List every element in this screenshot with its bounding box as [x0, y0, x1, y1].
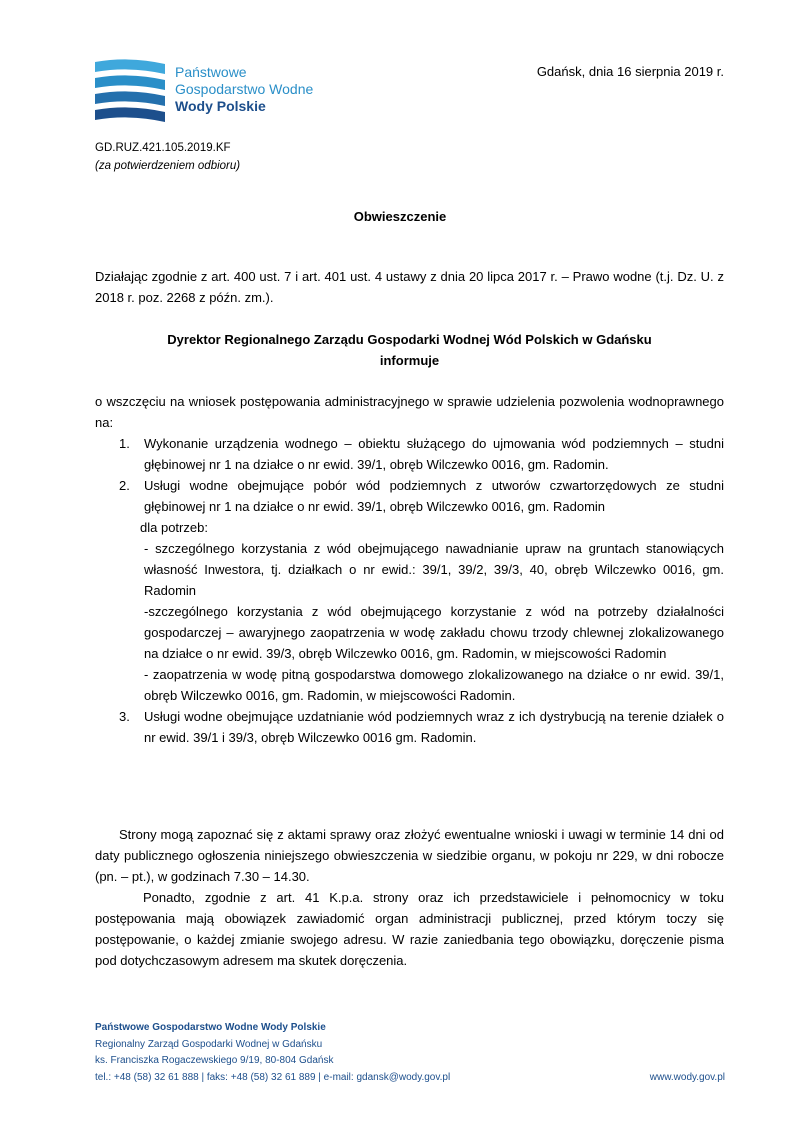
list-item — [95, 433, 724, 475]
footer-website-link[interactable]: www.wody.gov.pl — [649, 1071, 725, 1083]
legal-basis-paragraph: Działając zgodnie z art. 400 ust. 7 i art. 401 ust. 4 ustawy z dnia 20 lipca 2017 r. – Prawo wodne (t.j. Dz. U. z 2018 r. poz. 2268 z późn. zm.). — [95, 269, 724, 305]
list-item — [95, 706, 724, 748]
main-content — [95, 391, 724, 748]
footer — [95, 1020, 725, 1086]
footer-contact-row — [95, 1070, 725, 1087]
logo-line-1: Państwowe — [175, 64, 247, 80]
footer-address: ks. Franciszka Rogaczewskiego 9/19, 80-804 Gdańsk — [95, 1055, 334, 1066]
access-paragraph: Strony mogą zapoznać się z aktami sprawy oraz złożyć ewentualne wnioski i uwagi w terminie 14 dni od daty publicznego ogłoszenia niniejszego obwieszczenia w siedzibie organu, w pokoju nr 229, w dni robocze (pn. – pt.), w godzinach 7.30 – 14.30. — [95, 827, 724, 884]
reference-number: GD.RUZ.421.105.2019.KF — [95, 142, 231, 154]
purpose-2: -szczególnego korzystania z wód obejmującego korzystanie z wód na potrzeby działalności gospodarczej – awaryjnego zaopatrzenia w wodę zakładu chowu trzody chlewnej zlokalizowanego na działce o nr ewid. 39/3, obręb Wilczewko 0016, gm. Radomin, w miejscowości Radomin — [144, 604, 724, 661]
purposes-label: dla potrzeb: — [140, 520, 208, 535]
footer-org: Państwowe Gospodarstwo Wodne Wody Polskie — [95, 1022, 326, 1033]
footer-unit: Regionalny Zarząd Gospodarki Wodnej w Gdańsku — [95, 1038, 323, 1050]
purpose-3: - zaopatrzenia w wodę pitną gospodarstwa domowego zlokalizowanego na działce o nr ewid. 39/1, obręb Wilczewko 0016, gm. Radomin, w miejscowości Radomin. — [144, 667, 724, 703]
document-date: Gdańsk, dnia 16 sierpnia 2019 r. — [536, 64, 724, 79]
purpose-1: - szczególnego korzystania z wód obejmującego nawadnianie upraw na gruntach stanowiących własność Inwestora, tj. działkach o nr ewid.: 39/1, 39/2, 39/3, 40, obręb Wilczewko 0016, gm. Radomin — [144, 541, 724, 598]
item-text: Wykonanie urządzenia wodnego – obiektu służącego do ujmowania wód podziemnych – studni głębinowej nr 1 na działce o nr ewid. 39/1, obręb Wilczewko 0016, gm. Radomin. — [144, 436, 724, 472]
list-item — [95, 475, 724, 517]
director-heading — [95, 329, 724, 371]
items-list-continued — [95, 706, 724, 748]
wody-polskie-logo — [95, 58, 355, 128]
wave-logo-icon — [95, 58, 165, 128]
address-change-paragraph: Ponadto, zgodnie z art. 41 K.p.a. strony oraz ich przedstawiciele i pełnomocnicy w toku postępowania mają obowiązek zawiadomić organ administracji publicznej, przed którym toczy się postępowanie, o każdej zmianie swojego adresu. W razie zaniedbania tego obowiązku, doręczenie pisma pod dotychczasowym adresem ma skutek doręczenia. — [95, 890, 724, 968]
footer-contact: tel.: +48 (58) 32 61 888 | faks: +48 (58) 32 61 889 | e-mail: gdansk@wody.gov.pl — [95, 1071, 451, 1083]
item-number: 3. — [119, 709, 130, 724]
logo-text — [175, 64, 313, 115]
informs-line: informuje — [379, 353, 440, 368]
item-number: 2. — [119, 478, 130, 493]
reference-block — [95, 139, 240, 175]
item-number: 1. — [119, 436, 130, 451]
lead-paragraph: o wszczęciu na wniosek postępowania administracyjnego w sprawie udzielenia pozwolenia wodnoprawnego na: — [95, 394, 724, 430]
logo-line-2: Gospodarstwo Wodne — [175, 81, 314, 97]
director-line: Dyrektor Regionalnego Zarządu Gospodarki Wodnej Wód Polskich w Gdańsku — [167, 332, 652, 347]
item-text: Usługi wodne obejmujące uzdatnianie wód podziemnych wraz z ich dystrybucją na terenie działek o nr ewid. 39/1 i 39/3, obręb Wilczewko 0016 gm. Radomin. — [144, 709, 724, 745]
delivery-note: (za potwierdzeniem odbioru) — [95, 160, 241, 172]
closing-section — [95, 824, 724, 971]
items-list — [95, 433, 724, 517]
document-title: Obwieszczenie — [353, 209, 447, 224]
item-text: Usługi wodne obejmujące pobór wód podziemnych z utworów czwartorzędowych ze studni głębinowej nr 1 na działce o nr ewid. 39/1, obręb Wilczewko 0016, gm. Radomin — [144, 478, 724, 514]
logo-line-3: Wody Polskie — [175, 98, 266, 114]
